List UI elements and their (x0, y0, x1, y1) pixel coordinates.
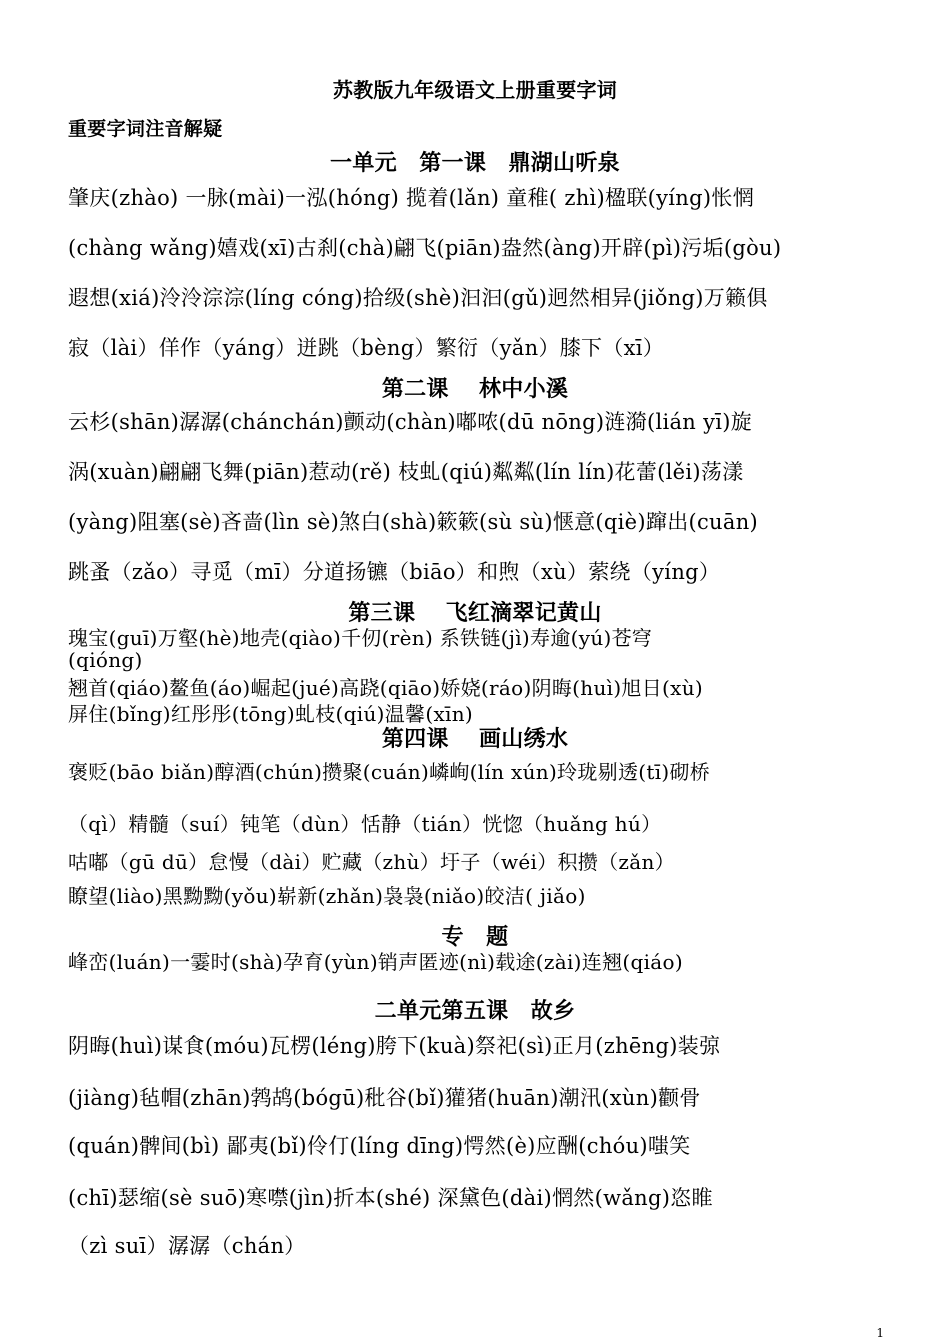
section-heading-lesson-2: 第二课 林中小溪 (381, 376, 569, 402)
vocab-line: 阴晦(huì)谋食(móu)瓦楞(léng)胯下(kuà)祭祀(sì)正月(zhēng)装弶 (68, 1034, 721, 1058)
section-heading-lesson-3: 第三课 飞红滴翠记黄山 (348, 600, 602, 626)
document-title: 苏教版九年级语文上册重要字词 (332, 78, 618, 102)
vocab-line: 跳蚤（zǎo）寻觅（mī）分道扬镳（biāo）和煦（xù）萦绕（yíng） (68, 560, 721, 584)
document-subtitle: 重要字词注音解疑 (68, 118, 223, 140)
section-heading-special-topic: 专 题 (441, 924, 509, 950)
vocab-line: 翘首(qiáo)鳌鱼(áo)崛起(jué)高跷(qiāo)娇娆(ráo)阴晦(huì)旭日(xù) (68, 676, 703, 700)
vocab-line: 肇庆(zhào) 一脉(mài)一泓(hóng) 揽着(lǎn) 童稚( zhì)楹联(yíng)怅惘 (68, 186, 754, 210)
section-heading-lesson-5: 二单元第五课 故乡 (374, 998, 576, 1024)
vocab-line: 峰峦(luán)一霎时(shà)孕育(yùn)销声匿迹(nì)载途(zài)连翘(qiáo) (68, 950, 683, 974)
vocab-line: 瑰宝(guī)万壑(hè)地壳(qiào)千仞(rèn) 系铁链(jì)寿逾(yú)苍穹 (68, 626, 653, 650)
vocab-line: (quán)髀间(bì) 鄙夷(bǐ)伶仃(líng dīng)愕然(è)应酬(chóu)嗤笑 (68, 1134, 691, 1158)
section-heading-lesson-4: 第四课 画山绣水 (381, 726, 569, 752)
page-number: 1 (876, 1326, 884, 1340)
vocab-line: (jiàng)毡帽(zhān)鹁鸪(bógū)秕谷(bǐ)獾猪(huān)潮汛(xùn)颧骨 (68, 1086, 701, 1110)
vocab-line: (qióng) (68, 648, 143, 672)
vocab-line: （zì suī）潺潺（chán） (68, 1234, 306, 1258)
vocab-line: 褒贬(bāo biǎn)醇酒(chún)攒聚(cuán)嶙峋(lín xún)玲珑剔透(tī)砌桥 (68, 760, 711, 784)
vocab-line: (yàng)阻塞(sè)吝啬(lìn sè)煞白(shà)簌簌(sù sù)惬意(qiè)蹿出(cuān) (68, 510, 759, 534)
vocab-line: 涡(xuàn)翩翩飞舞(piān)惹动(rě) 枝虬(qiú)粼粼(lín lín)花蕾(lěi)荡漾 (68, 460, 744, 484)
vocab-line: 寂（lài）佯作（yáng）迸跳（bèng）繁衍（yǎn）膝下（xī） (68, 336, 665, 360)
vocab-line: 遐想(xiá)泠泠淙淙(líng cóng)拾级(shè)汩汩(gǔ)迥然相异(jiǒng)万籁俱 (68, 286, 768, 310)
vocab-line: (chī)瑟缩(sè suō)寒噤(jìn)折本(shé) 深黛色(dài)惘然(wǎng)恣睢 (68, 1186, 713, 1210)
vocab-line: (chàng wǎng)嬉戏(xī)古刹(chà)翩飞(piān)盎然(àng)开辟(pì)污垢(gòu) (68, 236, 782, 260)
vocab-line: 云杉(shān)潺潺(chánchán)颤动(chàn)嘟哝(dū nōng)涟漪(lián yī)旋 (68, 410, 753, 434)
vocab-line: （qì）精髓（suí）钝笔（dùn）恬静（tián）恍惚（huǎng hú） (68, 812, 662, 836)
vocab-line: 咕嘟（gū dū）怠慢（dài）贮藏（zhù）圩子（wéi）积攒（zǎn） (68, 850, 675, 874)
vocab-line: 屏住(bǐng)红彤彤(tōng)虬枝(qiú)温馨(xīn) (68, 702, 474, 726)
vocab-line: 瞭望(liào)黑黝黝(yǒu)崭新(zhǎn)袅袅(niǎo)皎洁( jiǎo) (68, 884, 586, 908)
section-heading-lesson-1: 一单元 第一课 鼎湖山听泉 (330, 150, 620, 176)
